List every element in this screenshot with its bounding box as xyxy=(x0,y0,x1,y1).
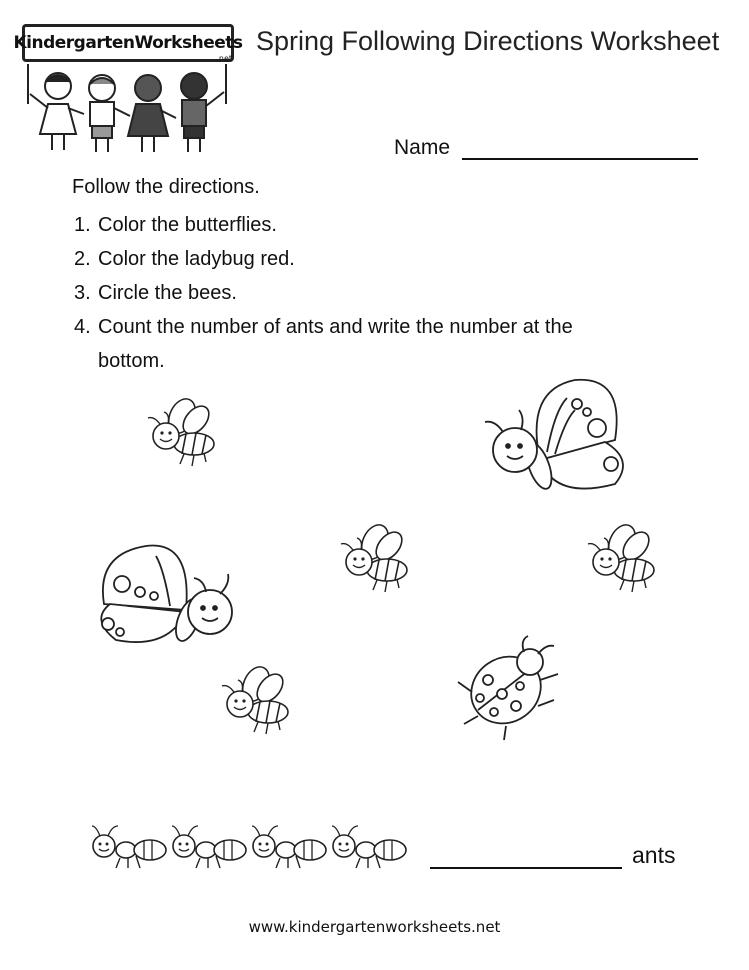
direction-text: Color the ladybug red. xyxy=(98,248,295,270)
direction-number: 2. xyxy=(74,248,91,270)
ants-answer-row xyxy=(430,842,675,869)
direction-number: 4. xyxy=(74,316,91,338)
worksheet-title: Spring Following Directions Worksheet xyxy=(256,26,720,56)
logo-brand-text: KindergartenWorksheets xyxy=(13,33,243,53)
direction-number: 3. xyxy=(74,282,91,304)
name-label: Name xyxy=(394,136,451,159)
directions-intro: Follow the directions. xyxy=(72,176,260,198)
logo-suffix: .net xyxy=(216,54,232,63)
footer-url: www.kindergartenworksheets.net xyxy=(248,918,501,936)
direction-text: Count the number of ants and write the number at the bottom. xyxy=(98,316,573,372)
ants-write-line[interactable] xyxy=(430,843,622,869)
direction-number: 1. xyxy=(74,214,91,236)
direction-text: Circle the bees. xyxy=(98,282,237,304)
direction-text: Color the butterflies. xyxy=(98,214,277,236)
ants-label: ants xyxy=(632,842,676,868)
